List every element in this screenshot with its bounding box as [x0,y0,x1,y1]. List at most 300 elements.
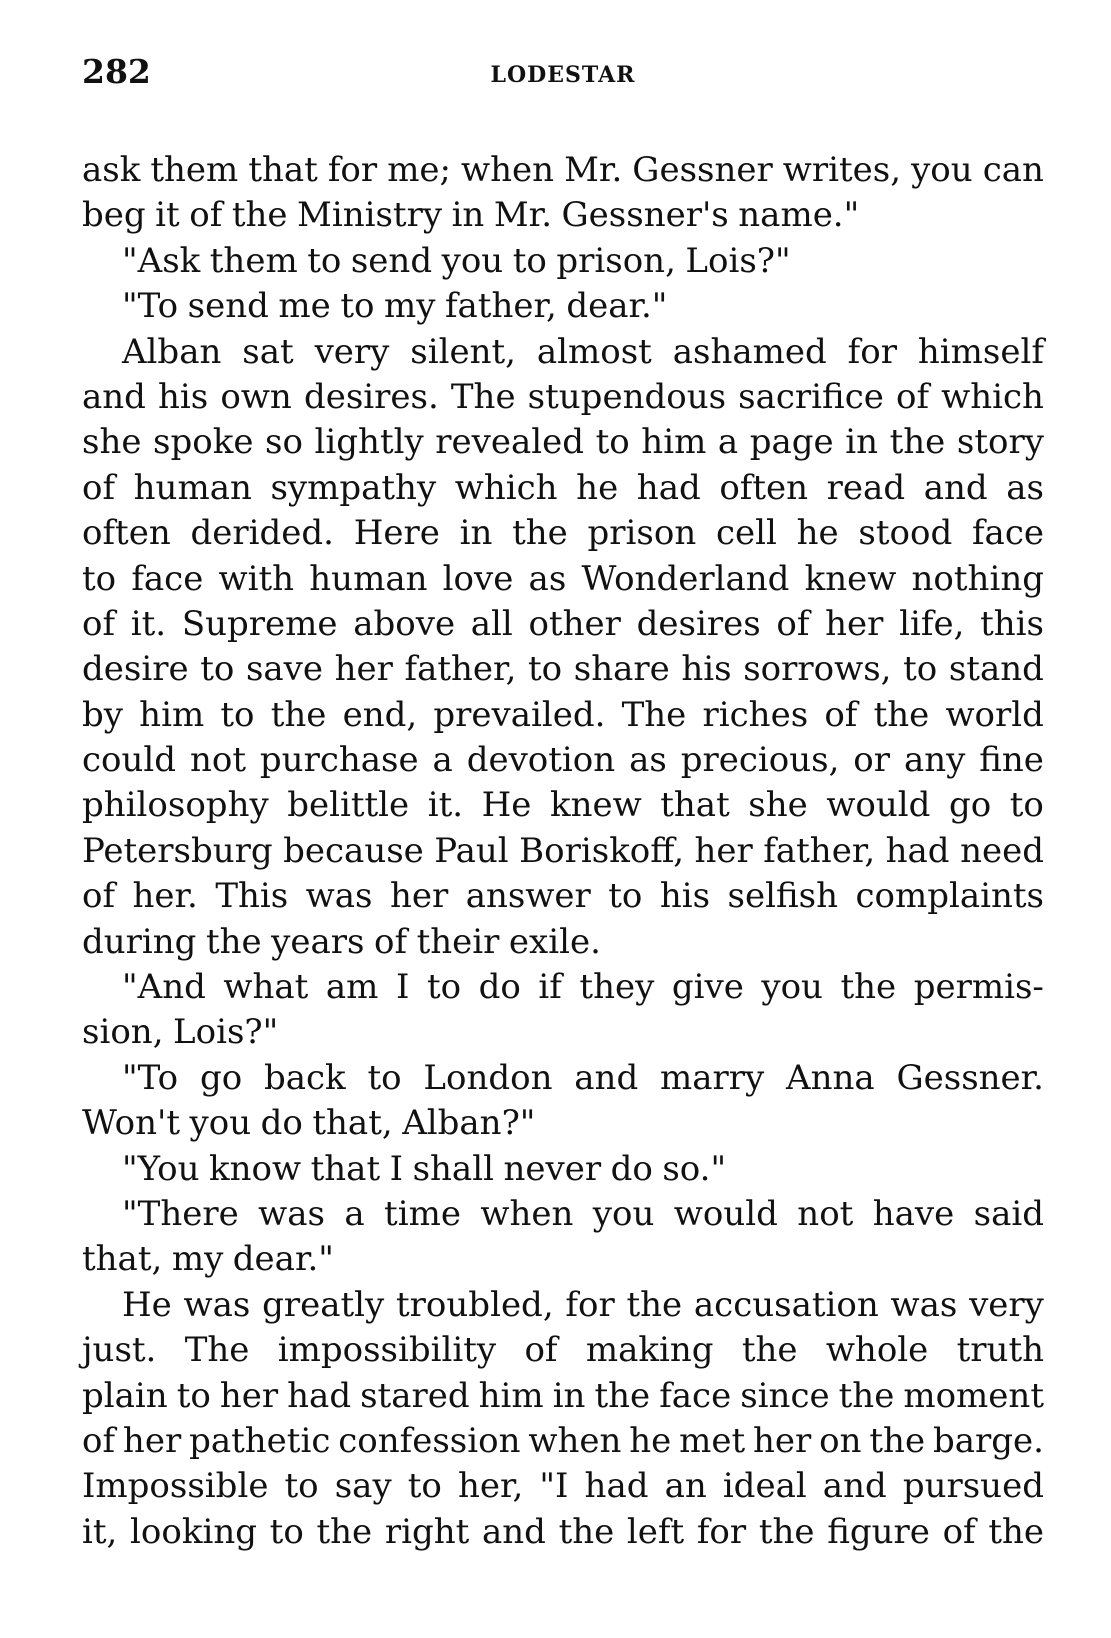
word: barge. [932,1420,1044,1461]
word: name." [738,195,860,236]
text-line [82,647,1044,692]
word: of [82,1420,116,1461]
word: me [278,286,331,327]
text-line [82,1419,1044,1464]
word: his [158,376,209,417]
word: that [248,150,318,190]
word: stand [948,649,1044,690]
word: fine [979,740,1044,781]
word: a [432,740,453,781]
word: to [528,649,563,690]
word: you [441,240,504,281]
word: his [681,649,732,690]
word: moment [903,1375,1044,1416]
word: exile. [508,921,601,962]
word: said [973,1193,1044,1234]
word: pathetic [189,1420,331,1461]
word: was [258,1193,325,1234]
word: the [558,1511,615,1552]
page-header [82,52,1044,104]
word: greatly [262,1284,385,1325]
word: accusation [693,1284,879,1325]
word: read [826,467,906,508]
word: their [416,921,500,962]
word: with [218,558,295,599]
word: to [1009,785,1044,826]
word: Boriskoff, [519,830,685,871]
text-line [82,239,1044,284]
word: page [749,422,834,463]
text-line [82,1101,1044,1146]
word: Impossible [82,1466,269,1507]
word: Supreme [181,603,338,644]
word: give [671,967,744,1008]
word: very [969,1284,1044,1325]
word: to [426,967,462,1008]
word: sympathy [270,467,437,508]
text-line [82,466,1044,511]
word: could [82,740,177,781]
word: as [629,740,667,781]
word: that [310,1148,381,1189]
word: as [528,558,567,599]
word: him [478,1375,544,1416]
word: to [595,422,630,463]
word: the [512,513,568,554]
word: Lois?" [173,1012,279,1053]
word: whole [825,1330,929,1371]
word: her [334,649,393,690]
word: had [584,1466,649,1507]
word: so [265,422,303,463]
word: the [626,1284,683,1325]
word: face [971,513,1044,554]
text-line [82,965,1044,1010]
word: love [442,558,514,599]
word: Alban [122,331,222,372]
word: to [407,1466,442,1507]
word: her [825,603,884,644]
word: "And [122,967,206,1008]
word: when [528,1420,622,1461]
word: "To [122,1057,179,1098]
word: am [325,967,379,1008]
word: the [231,195,288,236]
word: devotion [466,740,616,781]
text-line [82,874,1044,919]
word: in [451,195,485,236]
word: purchase [259,740,419,781]
word: of [524,1330,558,1371]
word: because [283,830,424,871]
word: Gessner. [896,1057,1044,1098]
word: ashamed [672,331,827,372]
word: her. [132,876,198,917]
word: to [307,240,342,281]
word: prevailed. [433,694,606,735]
word: the [889,422,946,463]
page-number: 282 [82,52,151,91]
word: dear." [566,286,668,327]
word: of [82,603,116,644]
word: sat [242,331,294,372]
word: she [82,422,142,463]
word: as [1006,467,1044,508]
word: for [327,150,378,190]
word: of [942,1511,976,1552]
word: figure [827,1511,930,1552]
word: story [956,422,1044,463]
word: complaints [855,876,1044,917]
word: the [758,1511,815,1552]
word: human [309,558,428,599]
word: belittle [287,785,410,826]
word: do [610,1148,653,1189]
word: the [988,1511,1044,1552]
word: go [948,785,992,826]
word: own [220,376,292,417]
word: Mr. [493,195,552,236]
word: of [824,694,858,735]
word: not [797,1193,854,1234]
word: say [334,1466,392,1507]
word: prison, [556,240,676,281]
text-line [82,1010,1044,1055]
word: to [220,694,255,735]
text-line [82,511,1044,556]
word: when [461,150,555,190]
word: ask [82,150,141,190]
text-line [82,148,1044,193]
word: in [459,513,493,554]
word: which [454,467,558,508]
word: making [585,1330,714,1371]
word: had [636,467,701,508]
word: never [503,1148,602,1189]
word: all [470,603,513,644]
word: go [199,1057,243,1098]
text-line [82,920,1044,965]
word: sacrifice [738,376,884,417]
word: "I [539,1466,569,1507]
word: it, [82,1511,118,1552]
word: selfish [727,876,838,917]
word: The [621,694,687,735]
word: for [696,1511,747,1552]
word: her [753,1420,812,1461]
word: the [594,1375,651,1416]
word: Mr. [564,150,623,190]
running-title: LODESTAR [490,62,636,88]
word: him [139,694,205,735]
word: himself [917,331,1044,372]
word: sorrows, [743,649,892,690]
word: him [641,422,707,463]
word: desire [82,649,189,690]
word: philosophy [82,785,269,826]
word: not [189,740,246,781]
word: the [838,1375,895,1416]
word: this [980,603,1044,644]
word: father, [404,649,517,690]
word: you [592,1193,655,1234]
word: know [209,1148,302,1189]
word: have [872,1193,955,1234]
word: looking [130,1511,257,1552]
text-line [82,602,1044,647]
word: riches [702,694,809,735]
word: and [822,1466,887,1507]
word: if [538,967,562,1008]
word: sion, [82,1012,164,1053]
word: years [271,921,365,962]
word: "You [122,1148,200,1189]
word: of [189,195,223,236]
word: end, [342,694,418,735]
word: for [847,331,897,372]
word: share [573,649,670,690]
book-page [82,52,1044,1555]
word: and [481,1511,546,1552]
word: a [717,422,739,463]
word: do [260,1103,303,1144]
text-line [82,1464,1044,1509]
word: beg [82,195,146,236]
word: back [263,1057,346,1098]
word: Here [353,513,440,554]
word: me; [387,150,452,190]
word: knew [804,558,897,599]
word: would [673,1193,778,1234]
word: so." [662,1148,727,1189]
word: send [350,240,433,281]
word: do [478,967,521,1008]
word: when [480,1193,574,1234]
word: you [189,1103,252,1144]
word: He [481,785,532,826]
word: my [383,286,436,327]
text-line [82,693,1044,738]
word: Anna [786,1057,875,1098]
word: that, [312,1103,393,1144]
word: my [171,1239,224,1280]
word: very [314,331,390,372]
word: the [840,967,897,1008]
word: you [761,967,823,1008]
word: just. [82,1330,157,1371]
word: in [552,1375,586,1416]
word: dear." [232,1239,334,1280]
word: had [287,1375,352,1416]
word: often [82,513,171,554]
word: the [741,1330,798,1371]
word: above [353,603,456,644]
word: the [873,694,930,735]
word: them [209,240,298,281]
word: of [82,876,116,917]
word: Gessner [632,150,773,190]
word: life, [899,603,965,644]
text-line [82,783,1044,828]
word: truth [956,1330,1044,1371]
word: by [82,694,123,735]
word: shall [412,1148,494,1189]
word: impossibility [277,1330,497,1371]
word: desires. [303,376,439,417]
word: during [82,921,197,962]
word: Ministry [297,195,443,236]
word: almost [536,331,652,372]
word: The [184,1330,250,1371]
word: or [853,740,891,781]
word: it. [130,603,167,644]
word: on [819,1420,862,1461]
word: Alban?" [402,1103,536,1144]
word: her [219,1375,279,1416]
word: need [960,830,1044,871]
text-line [82,375,1044,420]
text-line [82,738,1044,783]
text-line [82,1374,1044,1419]
text-line [82,193,1044,238]
word: any [903,740,966,781]
word: her [389,876,449,917]
word: cell [715,513,777,554]
word: an [664,1466,707,1507]
word: to [512,240,547,281]
text-line [82,557,1044,602]
word: father, [444,286,557,327]
word: the [270,694,327,735]
word: of [374,921,408,962]
word: for [565,1284,615,1325]
word: Lois?" [685,240,791,281]
text-line [82,1056,1044,1101]
word: which [941,376,1044,417]
word: face [131,558,204,599]
text-line [82,1283,1044,1328]
word: plain [82,1375,168,1416]
word: send [187,286,269,327]
word: since [740,1375,830,1416]
word: to [200,649,235,690]
word: to [269,1511,304,1552]
word: Won't [82,1103,181,1144]
word: I [395,967,410,1008]
text-line [82,1510,1044,1555]
word: derided. [190,513,334,554]
word: was [305,876,373,917]
word: London [423,1057,553,1098]
word: his [659,876,711,917]
word: other [528,603,621,644]
word: you [911,150,973,190]
text-line [82,829,1044,874]
word: nothing [911,558,1044,599]
text-line [82,284,1044,329]
word: it [155,195,180,236]
word: her [694,830,753,871]
word: they [579,967,655,1008]
word: pursued [902,1466,1044,1507]
word: knew [549,785,642,826]
word: Petersburg [82,830,273,871]
word: This [215,876,289,917]
word: to [82,558,117,599]
word: silent, [410,331,516,372]
word: of [895,376,930,417]
word: "There [122,1193,239,1234]
word: and [574,1057,639,1098]
word: desires [636,603,761,644]
word: it. [427,785,464,826]
word: he [576,467,619,508]
text-line [82,420,1044,465]
word: was [890,1284,958,1325]
text-line [82,1328,1044,1373]
word: them [150,150,239,190]
body-text [82,148,1044,1555]
word: was [183,1284,251,1325]
word: save [245,649,324,690]
word: "Ask [122,240,201,281]
word: to [176,1375,211,1416]
word: right [384,1511,470,1552]
word: to [340,286,375,327]
word: he [796,513,839,554]
word: to [608,876,643,917]
word: of [776,603,810,644]
word: can [982,150,1044,190]
word: would [826,785,931,826]
word: and [923,467,988,508]
word: precious, [680,740,840,781]
word: to [367,1057,402,1098]
word: of [82,467,116,508]
word: the [205,921,262,962]
word: confession [338,1420,521,1461]
word: what [223,967,309,1008]
word: stared [360,1375,470,1416]
word: stupendous [527,376,727,417]
text-line [82,1147,1044,1192]
word: Paul [434,830,509,871]
word: troubled, [396,1284,554,1325]
word: that, [82,1239,163,1280]
word: permis- [913,967,1044,1008]
word: prison [587,513,697,554]
word: world [945,694,1044,735]
word: revealed [435,422,584,463]
word: answer [465,876,591,917]
word: to [284,1466,319,1507]
word: stood [858,513,953,554]
word: and [82,376,146,417]
text-line [82,1192,1044,1237]
word: to [903,649,938,690]
word: The [450,376,516,417]
word: human [133,467,252,508]
word: Wonderland [581,558,790,599]
word: He [122,1284,172,1325]
word: in [845,422,879,463]
word: the [316,1511,373,1552]
word: met [679,1420,746,1461]
word: father, [763,830,876,871]
word: often [719,467,809,508]
word: the [869,1420,926,1461]
word: writes, [782,150,902,190]
